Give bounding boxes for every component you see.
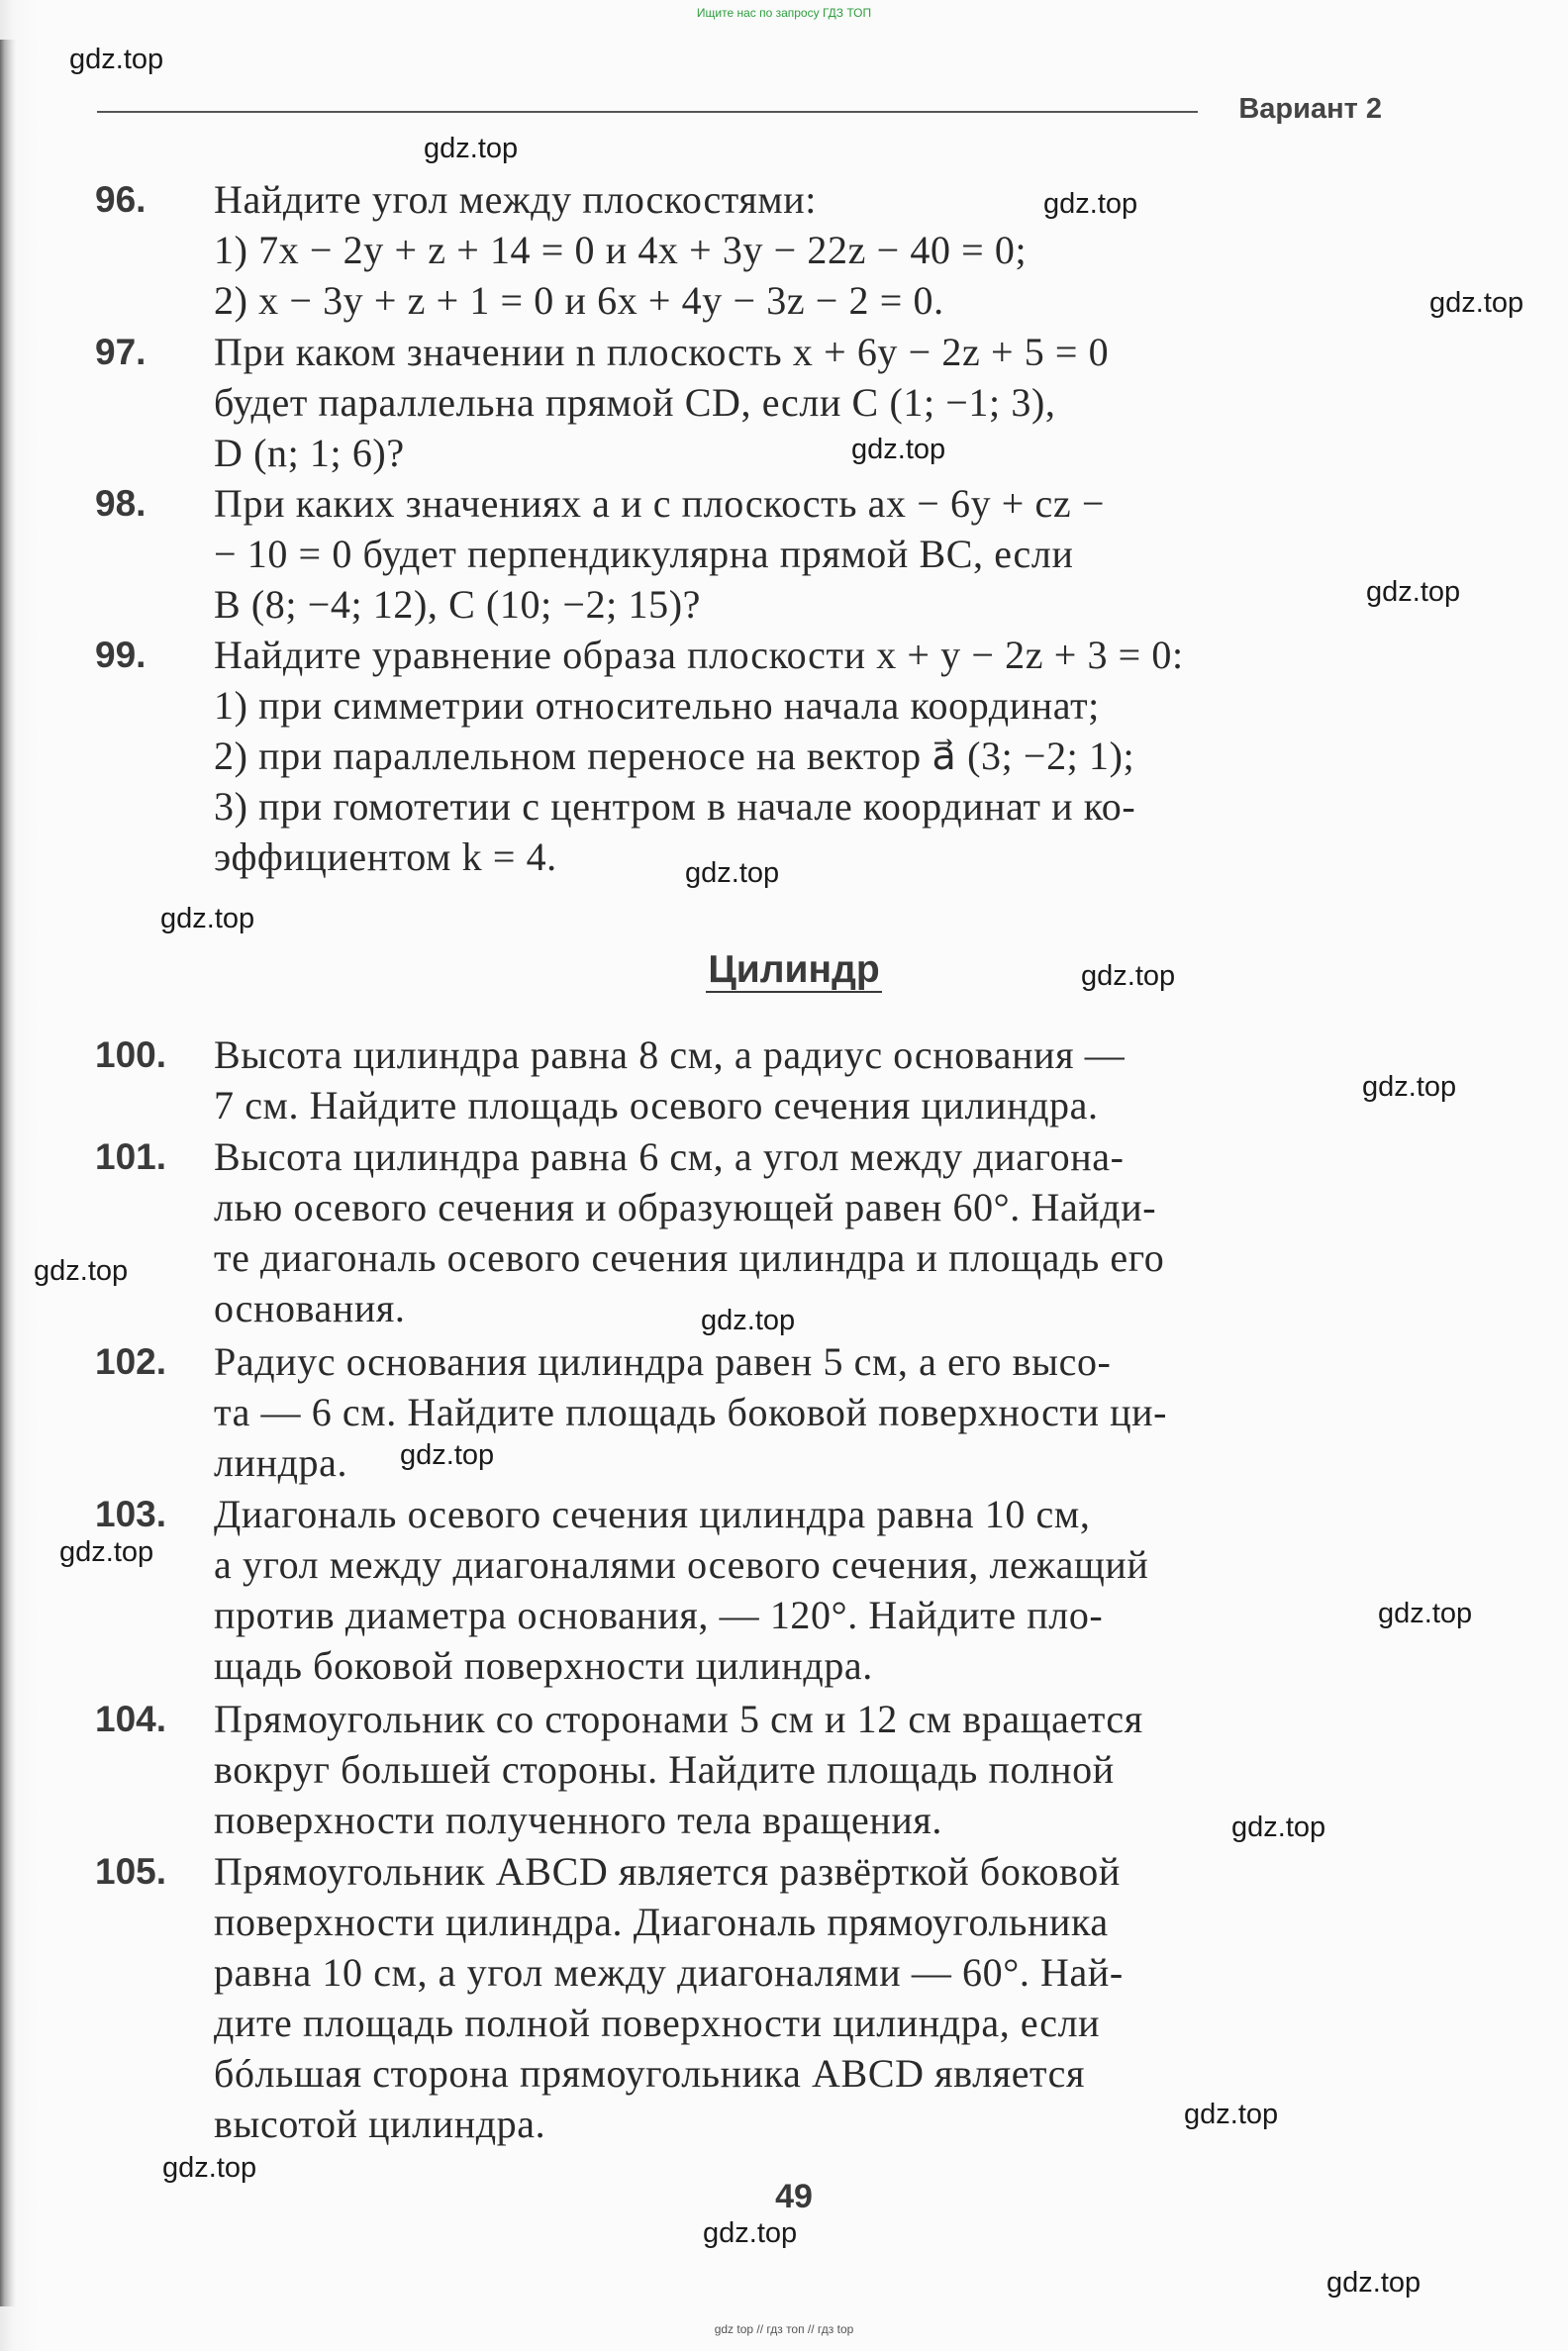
problem-line: те диагональ осевого сечения цилиндра и площадь его (214, 1235, 1165, 1280)
problem-line: 7 см. Найдите площадь осевого сечения цилиндра. (214, 1083, 1099, 1127)
problem-line: 3) при гомотетии с центром в начале координат и ко- (214, 784, 1136, 829)
watermark: gdz.top (1378, 1598, 1473, 1629)
problem-line: 1) при симметрии относительно начала координат; (214, 683, 1100, 728)
problem-line: та — 6 см. Найдите площадь боковой поверхности ци- (214, 1390, 1168, 1434)
problem-number: 105. (95, 1851, 167, 1892)
watermark: gdz.top (1081, 960, 1176, 992)
watermark: gdz.top (1184, 2099, 1279, 2130)
problem-number: 97. (95, 332, 147, 372)
problem-line: против диаметра основания, — 120°. Найдите пло- (214, 1593, 1104, 1637)
watermark: gdz.top (34, 1255, 129, 1287)
watermark: gdz.top (1366, 576, 1461, 608)
problem-number: 99. (95, 635, 147, 675)
problem-line: Диагональ осевого сечения цилиндра равна 10 см, (214, 1492, 1091, 1536)
problem-number: 100. (95, 1034, 167, 1075)
problem-line: B (8; −4; 12), C (10; −2; 15)? (214, 582, 701, 627)
problem-number: 102. (95, 1341, 167, 1382)
problem-line: Найдите угол между плоскостями: (214, 177, 817, 222)
problem-line: Прямоугольник ABCD является развёрткой боковой (214, 1849, 1121, 1894)
watermark: gdz.top (1043, 188, 1138, 220)
problem-line: а угол между диагоналями осевого сечения, лежащий (214, 1542, 1149, 1587)
top-banner: Ищите нас по запросу ГДЗ ТОП (696, 6, 872, 20)
problem-line: D (n; 1; 6)? (214, 431, 405, 475)
watermark: gdz.top (424, 133, 519, 164)
problem-number: 103. (95, 1494, 167, 1534)
watermark: gdz.top (162, 2152, 257, 2184)
page-number: 49 (775, 2178, 813, 2215)
watermark: gdz.top (703, 2217, 798, 2249)
problem-line: линдра. (214, 1440, 348, 1485)
problem-line: поверхности полученного тела вращения. (214, 1798, 942, 1842)
problem-line: поверхности цилиндра. Диагональ прямоугольника (214, 1900, 1109, 1944)
problem-line: бóльшая сторона прямоугольника ABCD является (214, 2051, 1085, 2096)
watermark: gdz.top (685, 857, 780, 889)
watermark: gdz.top (160, 903, 255, 934)
section-title (0, 948, 1568, 992)
problem-line: равна 10 см, а угол между диагоналями — 60°. Най- (214, 1950, 1124, 1995)
watermark: gdz.top (701, 1305, 796, 1336)
problem-number: 101. (95, 1136, 167, 1177)
problem-line: щадь боковой поверхности цилиндра. (214, 1643, 873, 1688)
problem-line: Высота цилиндра равна 6 см, а угол между диагона- (214, 1134, 1125, 1179)
section-title-text: Цилиндр (708, 948, 880, 991)
problem-line: Высота цилиндра равна 8 см, а радиус основания — (214, 1032, 1126, 1077)
watermark: gdz.top (1326, 2267, 1421, 2299)
watermark: gdz.top (851, 434, 946, 465)
watermark: gdz.top (1429, 287, 1524, 319)
problem-number: 98. (95, 483, 147, 524)
problem-line: − 10 = 0 будет перпендикулярна прямой BC, если (214, 532, 1074, 576)
problem-number: 96. (95, 179, 147, 220)
problem-line: лью осевого сечения и образующей равен 60°. Найди- (214, 1185, 1157, 1229)
page-spine-shadow (0, 40, 16, 2306)
problem-line: эффициентом k = 4. (214, 834, 557, 879)
problem-line: Найдите уравнение образа плоскости x + y − 2z + 3 = 0: (214, 633, 1184, 677)
watermark: gdz.top (59, 1536, 154, 1568)
problem-line: 2) x − 3y + z + 1 = 0 и 6x + 4y − 3z − 2 = 0. (214, 278, 944, 323)
problem-line: основания. (214, 1286, 406, 1330)
watermark: gdz.top (1362, 1071, 1457, 1103)
problem-line: дите площадь полной поверхности цилиндра, если (214, 2001, 1101, 2045)
problem-line: будет параллельна прямой CD, если C (1; −1; 3), (214, 380, 1056, 425)
problem-number: 104. (95, 1699, 167, 1739)
header-rule (97, 111, 1198, 113)
bottom-banner: gdz top // гдз топ // гдз top (714, 2322, 854, 2336)
problem-line: Прямоугольник со сторонами 5 см и 12 см вращается (214, 1697, 1143, 1741)
watermark: gdz.top (1231, 1812, 1326, 1843)
watermark: gdz.top (400, 1439, 495, 1471)
problem-line: 2) при параллельном переносе на вектор a⃗ (3; −2; 1); (214, 734, 1135, 778)
problem-line: Радиус основания цилиндра равен 5 см, а его высо- (214, 1339, 1112, 1384)
problem-line: При каких значениях a и c плоскость ax − 6y + cz − (214, 481, 1105, 526)
problem-line: высотой цилиндра. (214, 2102, 546, 2146)
problem-line: вокруг большей стороны. Найдите площадь полной (214, 1747, 1115, 1792)
variant-header: Вариант 2 (1238, 93, 1382, 125)
problem-line: При каком значении n плоскость x + 6y − 2z + 5 = 0 (214, 330, 1110, 374)
watermark: gdz.top (69, 44, 164, 75)
problem-line: 1) 7x − 2y + z + 14 = 0 и 4x + 3y − 22z − 40 = 0; (214, 228, 1028, 272)
